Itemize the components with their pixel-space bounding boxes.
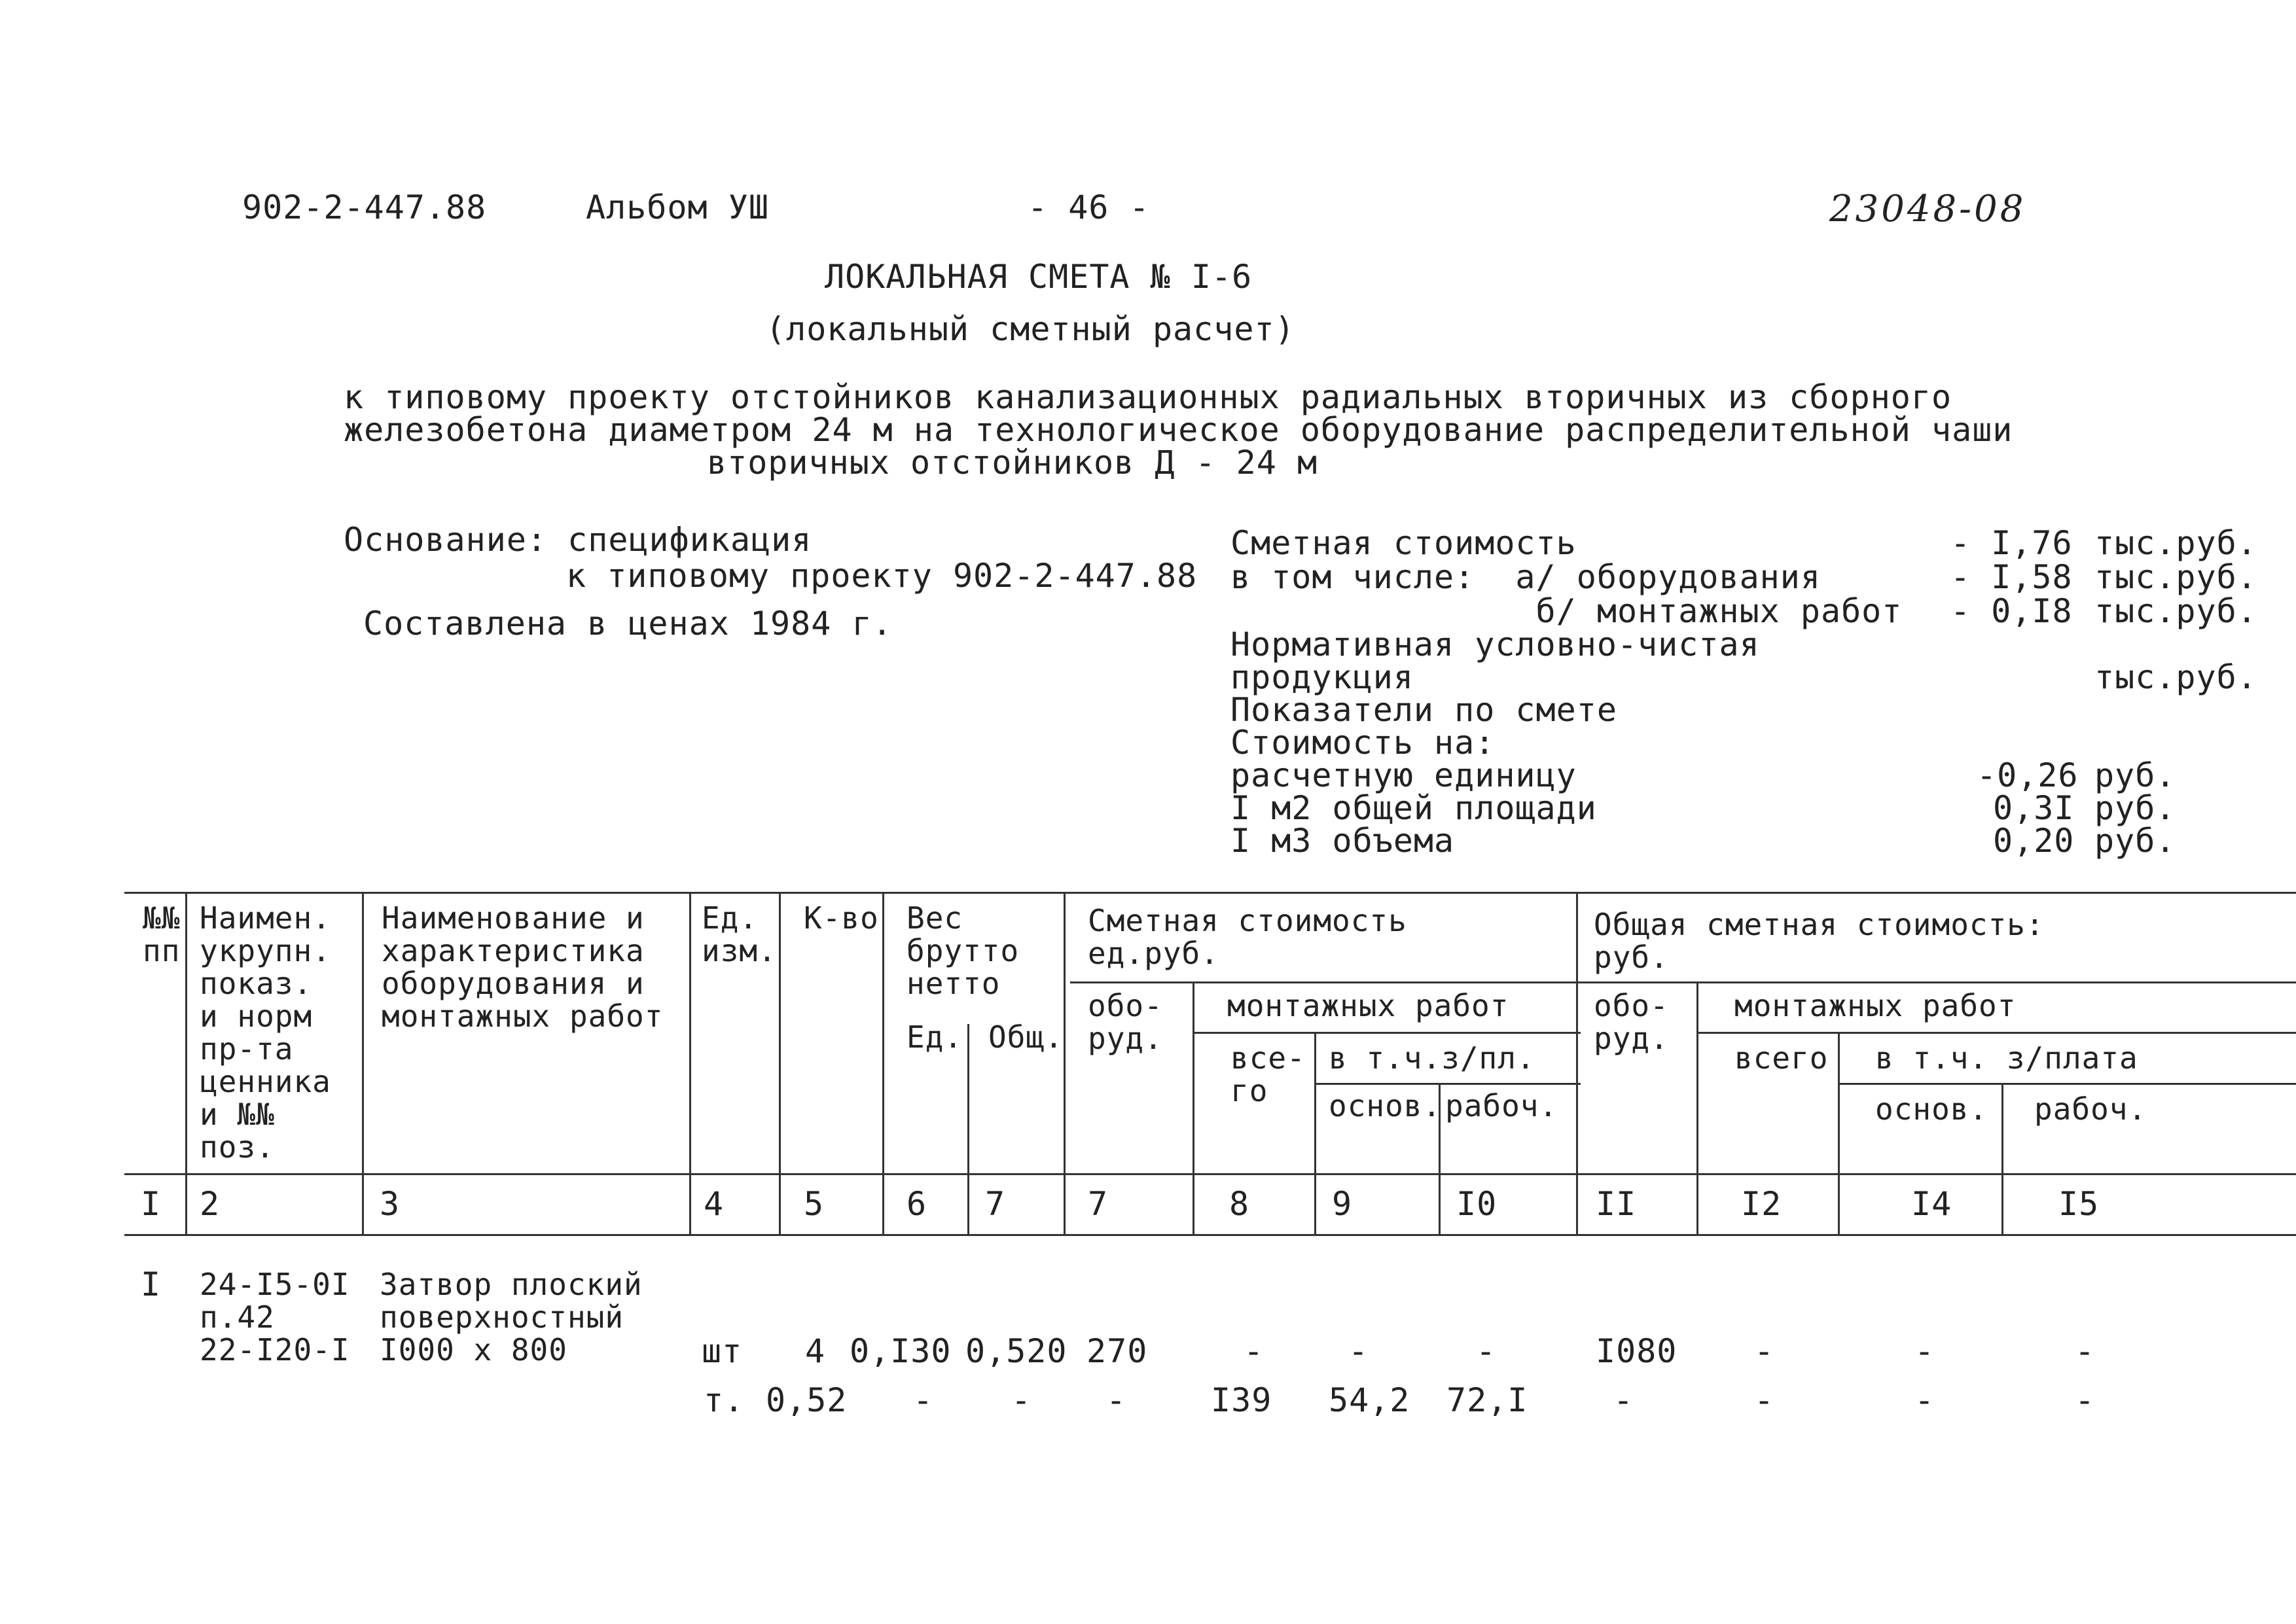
header-total-wages-base: основ. — [1875, 1091, 1988, 1127]
cost-value-area: 0,3I — [1993, 789, 2075, 827]
header-total-wages: в т.ч. з/плата — [1875, 1040, 2138, 1076]
total-mont-divider — [1698, 1032, 2296, 1034]
smet-mont-divider — [1194, 1032, 1581, 1034]
col-line-2 — [362, 892, 364, 1234]
col-line-8 — [1193, 981, 1194, 1234]
header-weight-unit: Ед. — [906, 1019, 963, 1055]
row-code: 24-I5-0I п.42 22-I20-I — [200, 1267, 350, 1368]
cost-label-normative: Нормативная условно-чистая — [1230, 626, 1760, 663]
cost-unit-equipment: тыс.руб. — [2094, 558, 2257, 596]
col-line-5 — [882, 892, 884, 1234]
col-line-11 — [1576, 892, 1578, 1234]
col-num-11: II — [1596, 1185, 1637, 1223]
col-num-4: 4 — [704, 1185, 725, 1223]
header-unit-wages: в т.ч.з/пл. — [1329, 1040, 1535, 1076]
handwritten-number: 23048-08 — [1829, 188, 2026, 230]
header-unit-inst-total: все- го — [1230, 1040, 1306, 1108]
header-unit: Ед. изм. — [702, 900, 777, 968]
cost-unit-area: руб. — [2094, 789, 2176, 827]
col-num-2: 2 — [200, 1185, 221, 1223]
row-unit-wages-base: - — [1348, 1332, 1369, 1370]
col-line-7 — [1064, 892, 1066, 1234]
col-num-1: I — [141, 1185, 162, 1223]
cost-label-volume: I м3 объема — [1230, 822, 1455, 860]
cost-unit-production: тыс.руб. — [2094, 658, 2257, 696]
header-total-equipment: обо- руд. — [1594, 988, 1669, 1056]
header-unit-wages-base: основ. — [1329, 1088, 1442, 1123]
row-total-inst-total: - — [1754, 1332, 1775, 1370]
doc-code: 902-2-447.88 — [242, 188, 487, 226]
header-total-cost-group: Общая сметная стоимость: руб. — [1594, 907, 2045, 975]
header-total-inst-total: всего — [1734, 1040, 1829, 1076]
col-num-7a: 7 — [985, 1185, 1006, 1223]
header-weight-total: Общ. — [988, 1019, 1064, 1055]
header-total-installation: монтажных работ — [1734, 988, 2017, 1023]
cost-label-equipment: в том числе: а/ оборудования — [1230, 558, 1821, 596]
row-unit-equipment: 270 — [1086, 1332, 1148, 1370]
description-line-3: вторичных отстойников Д - 24 м — [707, 444, 1318, 482]
row-number: I — [141, 1265, 162, 1303]
col-num-8: 8 — [1229, 1185, 1250, 1223]
col-num-10: I0 — [1456, 1185, 1498, 1223]
row-total-inst-total-2: - — [1754, 1381, 1775, 1419]
basis-line-2: к типовому проекту 902-2-447.88 — [566, 557, 1198, 595]
col-line-12 — [1696, 981, 1698, 1234]
cost-value-installation: - 0,I8 — [1950, 592, 2073, 630]
row-total-wages-base-2: - — [1914, 1381, 1935, 1419]
col-line-13 — [1838, 1032, 1840, 1234]
row-total-equipment-2: - — [1613, 1381, 1634, 1419]
header-qty: К-во — [804, 900, 879, 936]
header-code: Наимен. укрупн. показ. и норм пр-та ценника и №№ поз. — [200, 900, 331, 1165]
basis-line-1: Основание: спецификация — [344, 521, 812, 559]
cost-label-production: продукция — [1230, 658, 1414, 696]
table-group-divider — [1070, 981, 2296, 983]
header-unit-installation: монтажных работ — [1227, 988, 1509, 1023]
col-num-7b: 7 — [1088, 1185, 1109, 1223]
row-qty-2: 0,52 — [766, 1381, 848, 1419]
col-line-4 — [779, 892, 781, 1234]
cost-label-installation: б/ монтажных работ — [1230, 592, 1903, 630]
header-num: №№ пп — [143, 900, 181, 968]
row-unit-wages-workers: - — [1476, 1332, 1497, 1370]
cost-unit-volume: руб. — [2094, 822, 2176, 860]
description-line-2: железобетона диаметром 24 м на технологическое оборудование распределительной чаши — [344, 411, 2013, 449]
estimate-title: ЛОКАЛЬНАЯ СМЕТА № I-6 — [825, 258, 1253, 296]
cost-label-area: I м2 общей площади — [1230, 789, 1597, 827]
col-num-15: I5 — [2058, 1185, 2100, 1223]
row-weight-total-2: - — [1011, 1381, 1032, 1419]
col-num-6: 6 — [906, 1185, 927, 1223]
row-total-wages-workers: - — [2075, 1332, 2096, 1370]
cost-value-equipment: - I,58 — [1950, 558, 2073, 596]
cost-unit-total: тыс.руб. — [2094, 524, 2257, 562]
header-weight: Вес брутто нетто — [906, 900, 1020, 1001]
cost-label-unit: расчетную единицу — [1230, 756, 1577, 794]
col-num-12: I2 — [1741, 1185, 1782, 1223]
cost-value-volume: 0,20 — [1993, 822, 2075, 860]
row-total-wages-workers-2: - — [2075, 1381, 2096, 1419]
table-numbers-bottom — [124, 1234, 2296, 1236]
description-line-1: к типовому проекту отстойников канализационных радиальных вторичных из сборного — [344, 378, 1952, 416]
row-unit-inst-total-2: I39 — [1211, 1381, 1272, 1419]
row-weight-unit: 0,I30 — [850, 1332, 952, 1370]
col-num-9: 9 — [1332, 1185, 1353, 1223]
cost-value-unit: -0,26 — [1977, 756, 2079, 794]
row-name: Затвор плоский поверхностный I000 х 800 — [380, 1267, 643, 1368]
header-unit-wages-workers: рабоч. — [1445, 1088, 1558, 1123]
cost-label-indicators: Показатели по смете — [1230, 691, 1617, 729]
row-weight-total: 0,520 — [965, 1332, 1067, 1370]
table-header-bottom — [124, 1173, 2296, 1175]
table-top-border — [124, 892, 2296, 894]
col-line-6 — [967, 1024, 969, 1234]
header-name: Наименование и характеристика оборудования и монтажных работ — [382, 900, 664, 1034]
col-num-3: 3 — [380, 1185, 401, 1223]
col-line-1 — [185, 892, 187, 1234]
cost-label-cost-per: Стоимость на: — [1230, 724, 1496, 762]
col-line-3 — [689, 892, 691, 1234]
row-weight-unit-2: - — [913, 1381, 934, 1419]
cost-unit-installation: тыс.руб. — [2094, 592, 2257, 630]
header-unit-cost-group: Сметная стоимость ед.руб. — [1088, 903, 1407, 971]
estimate-subtitle: (локальный сметный расчет) — [766, 310, 1295, 348]
col-num-5: 5 — [804, 1185, 825, 1223]
col-line-14 — [2001, 1083, 2003, 1234]
total-vtch-divider — [1839, 1083, 2296, 1085]
row-unit: шт — [702, 1332, 743, 1370]
album-label: Альбом УШ — [586, 188, 769, 226]
prices-year: Составлена в ценах 1984 г. — [363, 605, 893, 643]
cost-value-total: - I,76 — [1950, 524, 2073, 562]
row-unit-2: т. — [704, 1381, 745, 1419]
header-unit-equipment: обо- руд. — [1088, 988, 1163, 1056]
row-total-wages-base: - — [1914, 1332, 1935, 1370]
cost-unit-unit: руб. — [2094, 756, 2176, 794]
row-unit-equipment-2: - — [1106, 1381, 1127, 1419]
smet-vtch-divider — [1316, 1083, 1581, 1085]
row-qty: 4 — [805, 1332, 826, 1370]
col-line-9 — [1314, 1032, 1316, 1234]
row-unit-wages-base-2: 54,2 — [1329, 1381, 1410, 1419]
row-unit-wages-workers-2: 72,I — [1446, 1381, 1528, 1419]
header-total-wages-workers: рабоч. — [2034, 1091, 2147, 1127]
page-number: - 46 - — [1028, 188, 1150, 226]
row-total-equipment: I080 — [1596, 1332, 1677, 1370]
col-num-14: I4 — [1911, 1185, 1952, 1223]
row-unit-inst-total: - — [1244, 1332, 1265, 1370]
cost-label-total: Сметная стоимость — [1230, 524, 1577, 562]
